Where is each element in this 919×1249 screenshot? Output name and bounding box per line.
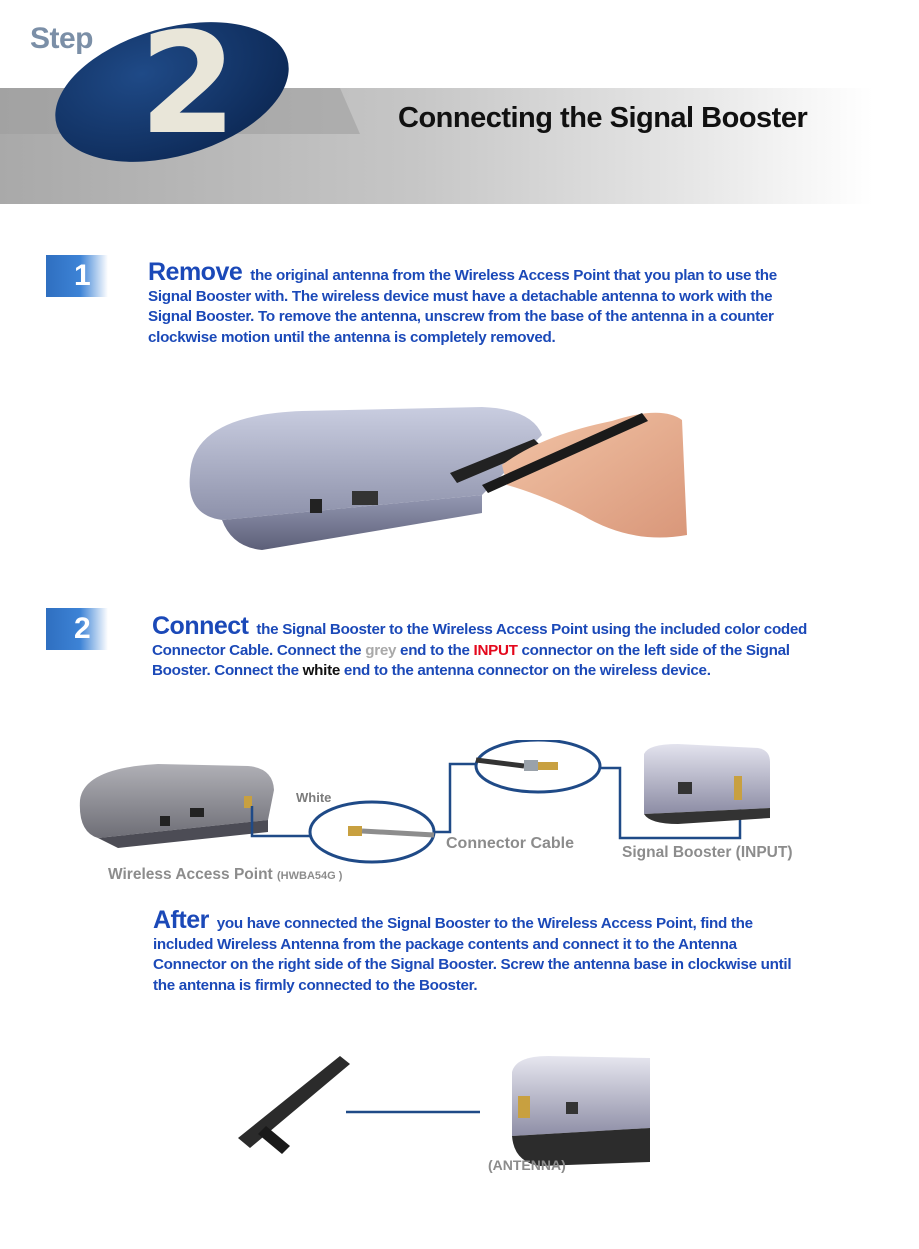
step-badge-number: 1 bbox=[74, 259, 91, 292]
ethernet-port bbox=[352, 491, 378, 505]
antenna bbox=[238, 1056, 350, 1148]
antenna-label: (ANTENNA) bbox=[488, 1157, 566, 1173]
section3-paragraph bbox=[153, 906, 813, 996]
wap-label-row bbox=[108, 866, 342, 884]
wap-model: (HWBA54G ) bbox=[277, 870, 343, 882]
lead-word-remove: Remove bbox=[148, 258, 243, 286]
signal-booster-label: Signal Booster (INPUT) bbox=[622, 844, 793, 861]
grey-word: grey bbox=[365, 641, 397, 659]
step-badge-number: 2 bbox=[74, 612, 91, 645]
section2-text-a: the Signal Booster to the Wireless Access Point using the included color coded Connector Cable. Connect the bbox=[152, 621, 808, 659]
section2-paragraph bbox=[152, 612, 812, 682]
booster-closeup bbox=[512, 1056, 650, 1136]
wap-label: Wireless Access Point bbox=[108, 866, 273, 883]
section1-text: the original antenna from the Wireless Access Point that you plan to use the Signal Booster with. The wireless device must have a detachable antenna to work with the Signal Booster. To remove the antenna, unscrew from the base of the antenna in a counter clockwise motion until the antenna is completely removed. bbox=[148, 267, 777, 346]
step-word: Step bbox=[30, 22, 94, 55]
connector-cable-label: Connector Cable bbox=[446, 835, 575, 852]
section2-text-d: end to the antenna connector on the wireless device. bbox=[343, 662, 711, 679]
white-label: White bbox=[296, 790, 332, 805]
section2-text-b: end to the bbox=[400, 641, 470, 659]
power-port bbox=[310, 499, 322, 513]
section2-text-c: connector on the left side of the Signal Booster. Connect the bbox=[152, 641, 790, 679]
section3-text: you have connected the Signal Booster to the Wireless Access Point, find the included Wireless Antenna from the package contents and connect it to the Antenna Connector on the right side of the Signal Booster. Screw the antenna base in clockwise until the antenna is firmly connected to the Booster. bbox=[153, 915, 792, 994]
signal-booster-device bbox=[644, 744, 770, 814]
antenna-booster-photo bbox=[230, 1050, 650, 1170]
router-removal-photo bbox=[182, 395, 692, 565]
lead-word-connect: Connect bbox=[152, 612, 249, 640]
page-title: Connecting the Signal Booster bbox=[398, 102, 808, 134]
step-badge-2 bbox=[46, 608, 108, 650]
lead-word-after: After bbox=[153, 906, 209, 934]
connection-diagram bbox=[78, 740, 818, 885]
input-word: INPUT bbox=[473, 641, 518, 659]
step-number: 2 bbox=[139, 3, 237, 166]
step-badge-1 bbox=[46, 255, 108, 297]
white-word: white bbox=[302, 662, 340, 679]
section1-paragraph bbox=[148, 258, 808, 348]
